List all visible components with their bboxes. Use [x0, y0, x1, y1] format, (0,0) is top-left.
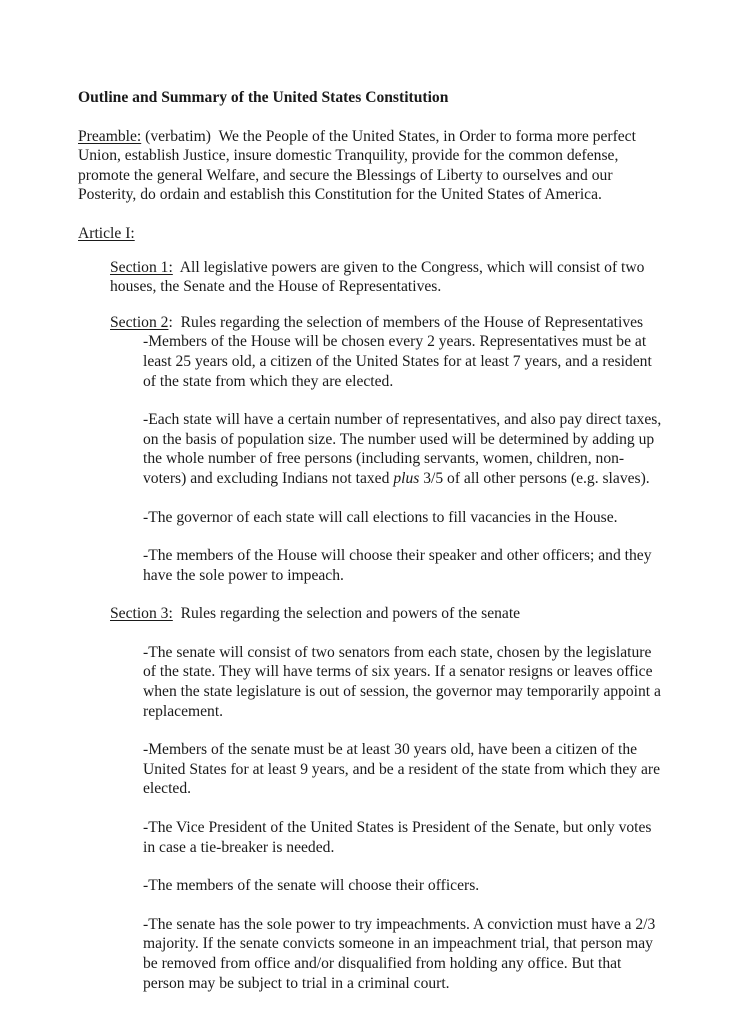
section-3-heading	[110, 604, 662, 624]
section-3-bullet-5: -The senate has the sole power to try impeachments. A conviction must have a 2/3 majority. If the senate convicts someone in an impeachment trial, that person may be removed from office and/or disqualified from holding any office. But that person may be subject to trial in a criminal court.	[143, 915, 656, 992]
section-1-heading	[110, 258, 662, 297]
section-3-bullet-1: -The senate will consist of two senators from each state, chosen by the legislature of the state. They will have terms of six years. If a senator resigns or leaves office when the state legislature is out of session, the governor may temporarily appoint a replacement.	[143, 643, 661, 720]
article-label: Article I:	[78, 224, 135, 242]
preamble-text: We the People of the United States, in Order to forma more perfect Union, establish Justice, insure domestic Tranquility, provide for the common defense, promote the general Welfare, and secure the Blessings of Liberty to ourselves and our Posterity, do ordain and establish this Constitution for the United States of America.	[78, 127, 636, 204]
section-2-heading	[110, 313, 662, 333]
section-1	[110, 258, 662, 297]
section-2-bullet-4: -The members of the House will choose their speaker and other officers; and they have the sole power to impeach.	[143, 547, 652, 584]
section-3-label: Section 3:	[110, 605, 173, 623]
section-3-bullet-2: -Members of the senate must be at least 30 years old, have been a citizen of the United States for at least 9 years, and be a resident of the state from which they are elected.	[143, 741, 661, 798]
section-1-summary: All legislative powers are given to the Congress, which will consist of two houses, the Senate and the House of Representatives.	[110, 258, 649, 296]
preamble-paragraph	[78, 127, 662, 205]
section-2-label: Section 2	[110, 313, 169, 331]
document-page	[78, 88, 662, 1012]
section-2-summary: Rules regarding the selection of members of the House of Representatives	[172, 313, 644, 331]
section-3-bullet-3: -The Vice President of the United States is President of the Senate, but only votes in case a tie-breaker is needed.	[143, 819, 652, 856]
section-1-label: Section 1:	[110, 258, 173, 276]
section-2-bullets	[143, 332, 662, 585]
preamble-label: Preamble:	[78, 127, 142, 145]
section-3-bullet-4: -The members of the senate will choose their officers.	[143, 877, 480, 895]
section-2-label-colon: :	[168, 313, 173, 331]
section-3-summary: Rules regarding the selection and powers of the senate	[172, 605, 521, 623]
bullet-text-before: -Each state will have a certain number of representatives, and also pay direct taxes, on the basis of population size. The number used will be determined by adding up the whole number of free persons (including servants, women, children, non-voters) and excluding Indians not taxed	[143, 411, 662, 487]
section-2-bullet-2	[143, 410, 662, 488]
article-heading	[78, 224, 662, 244]
section-2-bullet-3: -The governor of each state will call elections to fill vacancies in the House.	[143, 508, 618, 526]
preamble-note: (verbatim)	[141, 127, 219, 145]
bullet-text-after: 3/5 of all other persons (e.g. slaves).	[419, 469, 650, 487]
section-3-bullets	[143, 643, 662, 993]
document-title: Outline and Summary of the United States Constitution	[78, 89, 449, 106]
section-3	[110, 604, 662, 993]
section-2	[110, 313, 662, 586]
bullet-emphasis: plus	[393, 469, 420, 487]
section-2-bullet-1: -Members of the House will be chosen every 2 years. Representatives must be at least 25 years old, a citizen of the United States for at least 7 years, and a resident of the state from which they are elected.	[143, 333, 652, 390]
